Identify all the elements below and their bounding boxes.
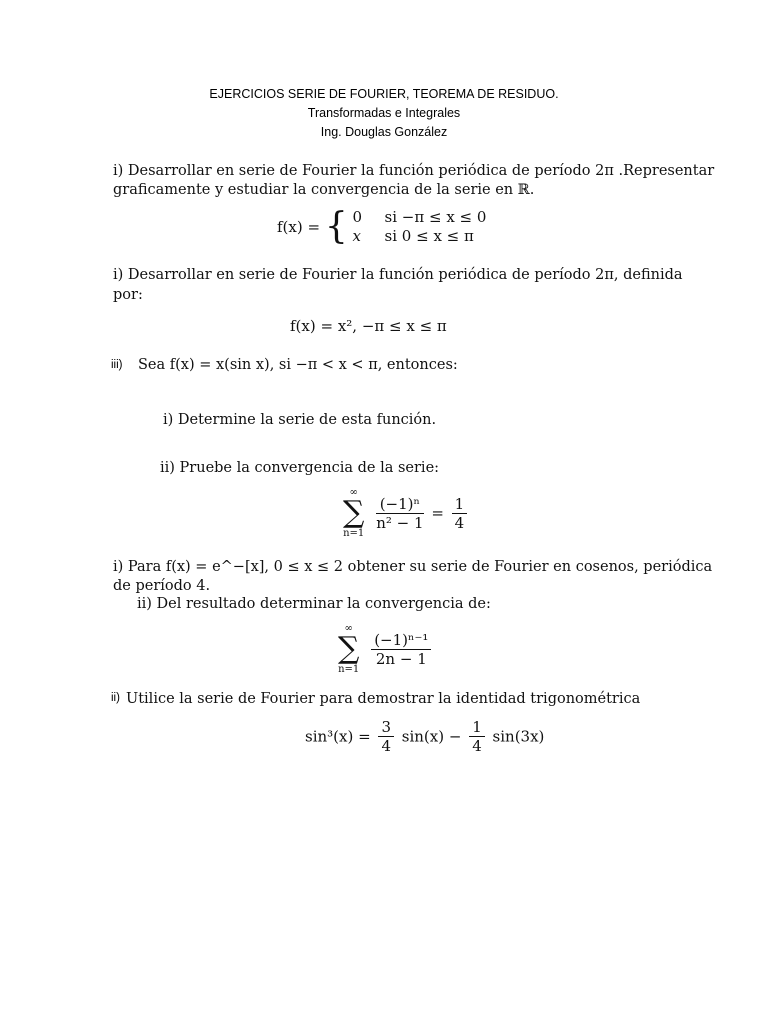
case-2-condition: si 0 ≤ x ≤ π — [384, 227, 474, 245]
result-fraction — [452, 495, 468, 532]
series-fraction — [376, 495, 423, 532]
sigma-upper: ∞ — [344, 623, 353, 634]
sigma-lower: n=1 — [343, 528, 365, 539]
left-brace: { — [324, 206, 348, 247]
sigma-symbol — [343, 487, 364, 539]
sigma-upper: ∞ — [349, 487, 358, 498]
sigma-symbol — [338, 623, 359, 675]
exercise-5-label: ii) — [111, 692, 120, 704]
exercise-4-line-1: i) Para f(x) = e^−[x], 0 ≤ x ≤ 2 obtener su serie de Fourier en cosenos, periódica — [113, 559, 713, 575]
exercise-3-intro: Sea f(x) = x(sin x), si −π < x < π, entonces: — [138, 357, 458, 373]
fraction-denominator: 2n − 1 — [375, 649, 427, 668]
exercise-3-item-1: i) Determine la serie de esta función. — [163, 412, 437, 428]
exercise-1-line-2: graficamente y estudiar la convergencia de la serie en ℝ. — [113, 182, 535, 198]
exercise-1-piecewise — [277, 208, 486, 246]
identity-lhs: sin³(x) = — [305, 727, 371, 746]
exercise-2-line-2: por: — [113, 287, 143, 303]
result-numerator: 1 — [452, 495, 468, 514]
exercise-3-item-2: ii) Pruebe la convergencia de la serie: — [160, 460, 440, 476]
exercise-5-text: Utilice la serie de Fourier para demostrar la identidad trigonométrica — [126, 691, 641, 707]
exercise-3-label: iii) — [111, 359, 123, 371]
exercise-4-series — [338, 623, 434, 675]
fraction-three-quarters — [378, 718, 394, 755]
exercise-5-identity — [305, 718, 544, 755]
case-1-condition: si −π ≤ x ≤ 0 — [384, 208, 487, 226]
sigma-glyph: ∑ — [343, 495, 365, 530]
identity-middle: sin(x) − — [401, 727, 462, 746]
piecewise-cases — [353, 208, 487, 246]
fraction-numerator: 3 — [378, 718, 394, 737]
equals-sign: = — [431, 504, 444, 522]
piecewise-lhs: f(x) = — [277, 218, 321, 236]
fraction-denominator: n² − 1 — [376, 513, 424, 532]
exercise-1-line-1: i) Desarrollar en serie de Fourier la función periódica de período 2π .Representar — [113, 163, 715, 179]
exercise-3-series — [343, 487, 470, 539]
fraction-numerator: (−1)ⁿ⁻¹ — [371, 631, 431, 650]
exercise-2-formula: f(x) = x², −π ≤ x ≤ π — [290, 317, 447, 335]
series-fraction — [371, 631, 431, 668]
fraction-denominator: 4 — [472, 737, 482, 755]
case-1-value: 0 — [352, 208, 363, 226]
document-author: Ing. Douglas González — [320, 125, 448, 139]
exercise-4-line-2: de período 4. — [113, 578, 211, 594]
fraction-numerator: 1 — [469, 718, 485, 737]
identity-tail: sin(3x) — [492, 727, 545, 746]
fraction-one-quarter — [469, 718, 485, 755]
sigma-lower: n=1 — [338, 664, 360, 675]
exercise-2-line-1: i) Desarrollar en serie de Fourier la función periódica de período 2π, definida — [113, 267, 683, 283]
document-title: EJERCICIOS SERIE DE FOURIER, TEOREMA DE RESIDUO. — [209, 87, 559, 101]
fraction-denominator: 4 — [381, 737, 391, 755]
case-2-value: x — [352, 227, 361, 245]
fraction-numerator: (−1)ⁿ — [376, 495, 423, 514]
result-denominator: 4 — [454, 513, 465, 532]
document-subtitle: Transformadas e Integrales — [307, 106, 461, 120]
exercise-4-line-3: ii) Del resultado determinar la convergencia de: — [137, 596, 491, 612]
sigma-glyph: ∑ — [338, 631, 360, 666]
